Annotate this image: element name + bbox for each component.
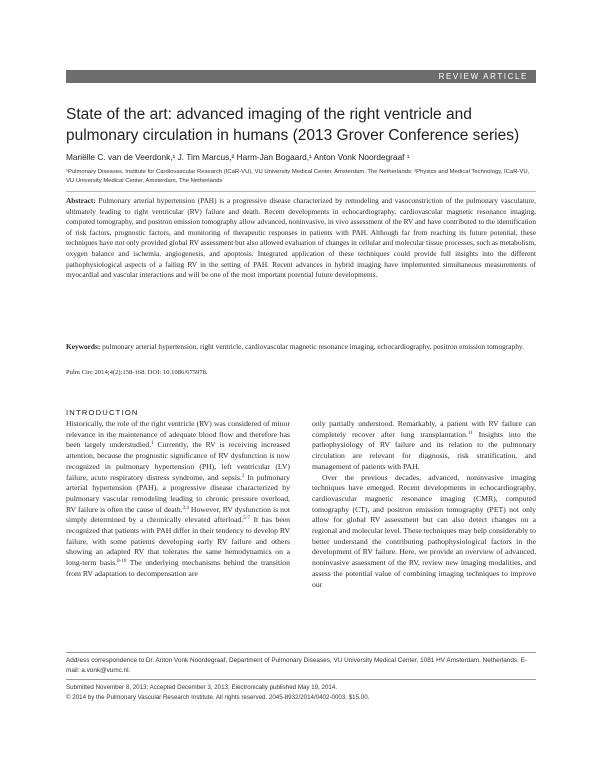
footer-divider-top [66, 652, 536, 653]
citation-ref[interactable]: 2 [241, 473, 245, 479]
citation-ref[interactable]: 1 [151, 441, 154, 447]
keywords-label: Keywords: [66, 342, 101, 351]
citation-line: Pulm Circ 2014;4(2):158-168. DOI: 10.1086/675978. [66, 369, 208, 376]
author-list: Mariëlle C. van de Veerdonk,¹ J. Tim Marcus,² Harm-Jan Bogaard,¹ Anton Vonk Noordegraaf ¹ [66, 152, 410, 162]
abstract-text: Pulmonary arterial hypertension (PAH) is a progressive disease characterized by remodeling and vasoconstriction of the pulmonary vasculature, ultimately leading to right ventricular (RV) failure and death. Recent developments in echocardiography, cardiovascular magnetic resonance imaging, computed tomography, and positron emission tomography allow advanced, noninvasive, in vivo assessment of the RV and have contributed to the identification of risk factors, prognostic factors, and monitoring of therapeutic responses in patients with PAH. Although far from reaching its future potential, these techniques have not only provided global RV assessment but also allowed evaluation of changes in cellular and molecular tissue processes, such as metabolism, oxygen balance and ischemia, angiogenesis, and apoptosis. Integrated application of these techniques could provide full insights into the different pathophysiological aspects of a failing RV in the setting of PAH. Recent advances in hybrid imaging have implemented simultaneous measurements of myocardial and vascular interactions and will be one of the most important potential future developments. [66, 196, 536, 280]
keywords [66, 342, 536, 353]
copyright-notice: © 2014 by the Pulmonary Vascular Research Institute. All rights reserved. 2045-8932/2014/0402-0003. $15.00. [66, 693, 370, 701]
citation-ref[interactable]: 5-7 [243, 516, 250, 522]
article-type-banner [66, 70, 536, 83]
intro-paragraph-continued: only partially understood. Remarkably, a patient with RV failure can completely recover after lung transplantation.$^{11}$ Insights into the pathophysiology of RV failure and its relation to the pulmonary circulation are relevant for diagnosis, risk stratification, and management of patients with PAH. [312, 419, 536, 471]
citation-ref[interactable]: 8-10 [117, 559, 127, 565]
section-heading-introduction: INTRODUCTION [66, 408, 139, 417]
correspondence-address: Address correspondence to Dr. Anton Vonk Noordegraaf, Department of Pulmonary Diseases, VU University Medical Center, 1081 HV Amsterdam, Netherlands. E-mail: a.vonk@vumc.nl. [66, 657, 528, 674]
abstract-label: Abstract: [66, 196, 96, 205]
publication-meta [66, 683, 536, 702]
citation-ref[interactable]: 11 [467, 430, 473, 436]
body-column-left [66, 419, 290, 580]
intro-paragraph-2: Over the previous decades, advanced, noninvasive imaging techniques have emerged. Recent developments in echocardiography, cardiovascular magnetic resonance imaging (CMR), computed tomography (CT), and positron emission tomography (PET) not only allow for global RV assessment but can also detect changes on a regional and molecular level. These techniques may help considerably to better understand the contributing pathophysiological factors in the development of RV failure. Here, we provide an overview of advanced, noninvasive assessment of the RV, review new imaging modalities, and assess the potential value of combining imaging techniques to improve our [312, 472, 536, 589]
intro-paragraph-1: Historically, the role of the right ventricle (RV) was considered of minor relevance in the maintenance of adequate blood flow and therefore has been largely understudied.$^1$ Currently, the RV is receiving increased attention, because the prognostic significance of RV dysfunction is now recognized in pulmonary hypertension (PH), left ventricular (LV) failure, acute respiratory distress syndrome, and sepsis.$^2$ In pulmonary arterial hypertension (PAH), a progressive disease characterized by pulmonary vascular remodeling leading to chronic pressure overload, RV failure is often the cause of death.$^{3,4}$ However, RV dysfunction is not simply determined by a chronically elevated afterload.$^{5-7}$ It has been recognized that patients with PAH differ in their tendency to develop RV failure, with some patients developing early RV failure and others showing an adapted RV that tolerates the same hemodynamics on a long-term basis.$^{8-10}$ The underlying mechanisms behind the transition from RV adaptation to decompensation are [66, 419, 291, 578]
body-column-right [312, 419, 536, 590]
citation-ref[interactable]: 3,4 [182, 505, 189, 511]
article-type-label: REVIEW ARTICLE [438, 72, 528, 81]
submission-dates: Submitted November 8, 2013; Accepted December 3, 2013; Electronically published May 19, 2014. [66, 684, 338, 691]
abstract [66, 196, 536, 281]
footer-divider-bottom [66, 679, 536, 680]
abstract-divider [66, 191, 536, 192]
article-title: State of the art: advanced imaging of the right ventricle and pulmonary circulation in humans (2013 Grover Conference series) [66, 106, 520, 144]
author-affiliations: ¹Pulmonary Diseases, Institute for Cardiovascular Research (ICaR-VU), VU University Medical Center, Amsterdam, The Netherlands; ²Physics and Medical Technology, ICaR-VU, VU University Medical Center, Amsterdam, The Netherlands [66, 169, 530, 184]
keywords-text: pulmonary arterial hypertension, right ventricle, cardiovascular magnetic resonance imaging, echocardiography, positron emission tomography. [102, 342, 524, 351]
